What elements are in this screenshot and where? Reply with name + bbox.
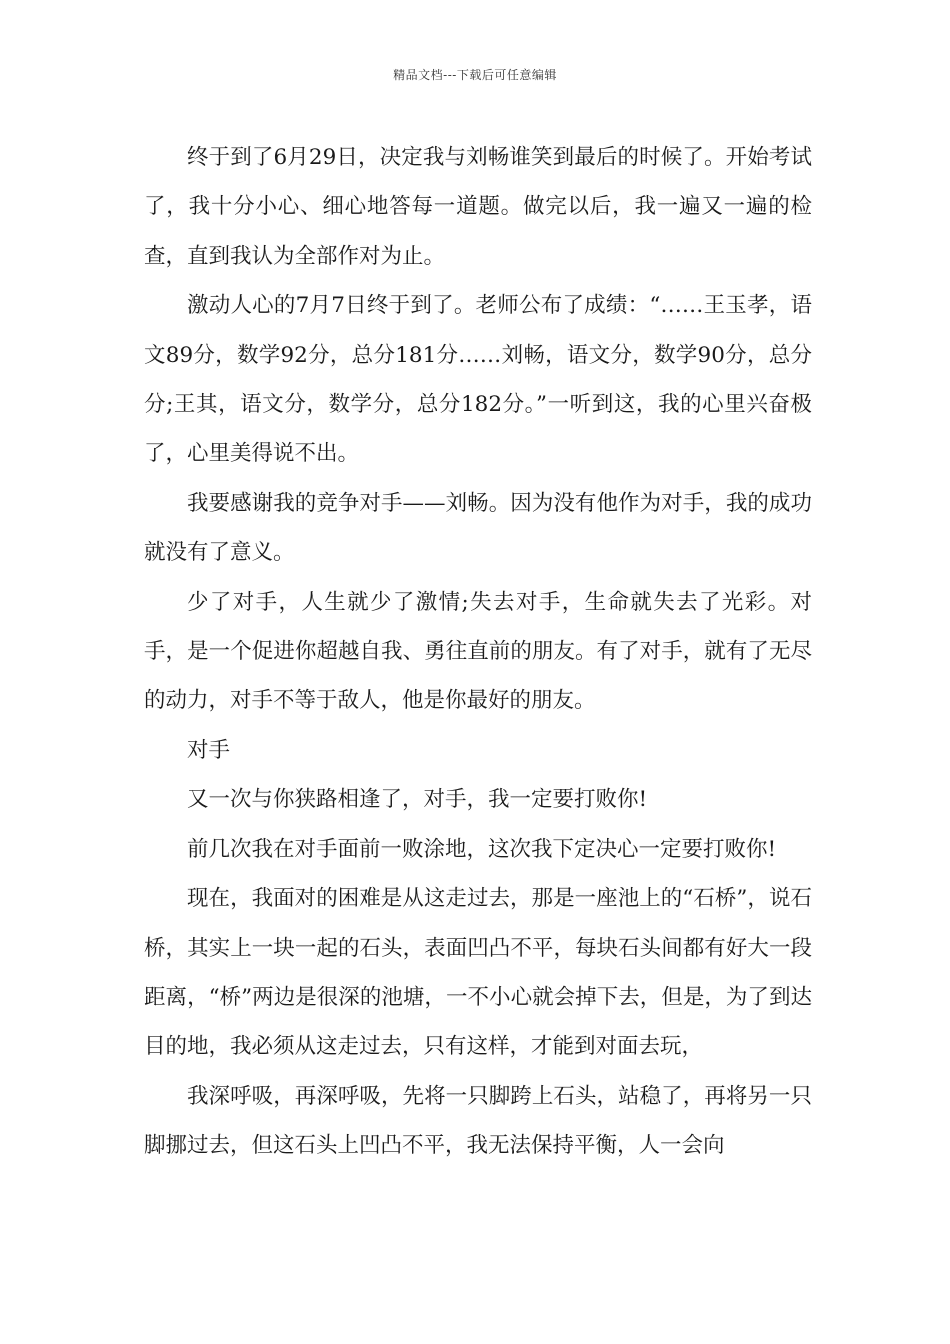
paragraph: 前几次我在对手面前一败涂地，这次我下定决心一定要打败你! — [187, 836, 777, 862]
page-header: 精品文档---下载后可任意编辑 — [393, 68, 557, 82]
paragraph: 激动人心的7月7日终于到了。老师公布了成绩：“……王玉孝，语文89分，数学92分，总分181分……刘畅，语文分，数学90分，总分分;王其，语文分，数学分，总分182分。”一听到这，我的心里兴奋极了，心里美得说不出。 — [144, 293, 812, 467]
paragraph: 终于到了6月29日，决定我与刘畅谁笑到最后的时候了。开始考试了，我十分小心、细心地答每一道题。做完以后，我一遍又一遍的检查，直到我认为全部作对为止。 — [144, 145, 812, 269]
section-title: 对手 — [187, 737, 231, 763]
document-body — [144, 133, 812, 1171]
paragraph: 我深呼吸，再深呼吸，先将一只脚跨上石头，站稳了，再将另一只脚挪过去，但这石头上凹凸不平，我无法保持平衡，人一会向 — [144, 1083, 812, 1159]
paragraph: 现在，我面对的困难是从这走过去，那是一座池上的“石桥”，说石桥，其实上一块一起的石头，表面凹凸不平，每块石头间都有好大一段距离，“桥”两边是很深的池塘，一不小心就会掉下去，但是，为了到达目的地，我必须从这走过去，只有这样，才能到对面去玩， — [144, 886, 812, 1060]
paragraph: 又一次与你狭路相逢了，对手，我一定要打败你! — [187, 787, 648, 813]
paragraph: 少了对手，人生就少了激情;失去对手，生命就失去了光彩。对手，是一个促进你超越自我、勇往直前的朋友。有了对手，就有了无尽的动力，对手不等于敌人，他是你最好的朋友。 — [144, 589, 812, 714]
paragraph: 我要感谢我的竞争对手——刘畅。因为没有他作为对手，我的成功就没有了意义。 — [144, 490, 812, 566]
